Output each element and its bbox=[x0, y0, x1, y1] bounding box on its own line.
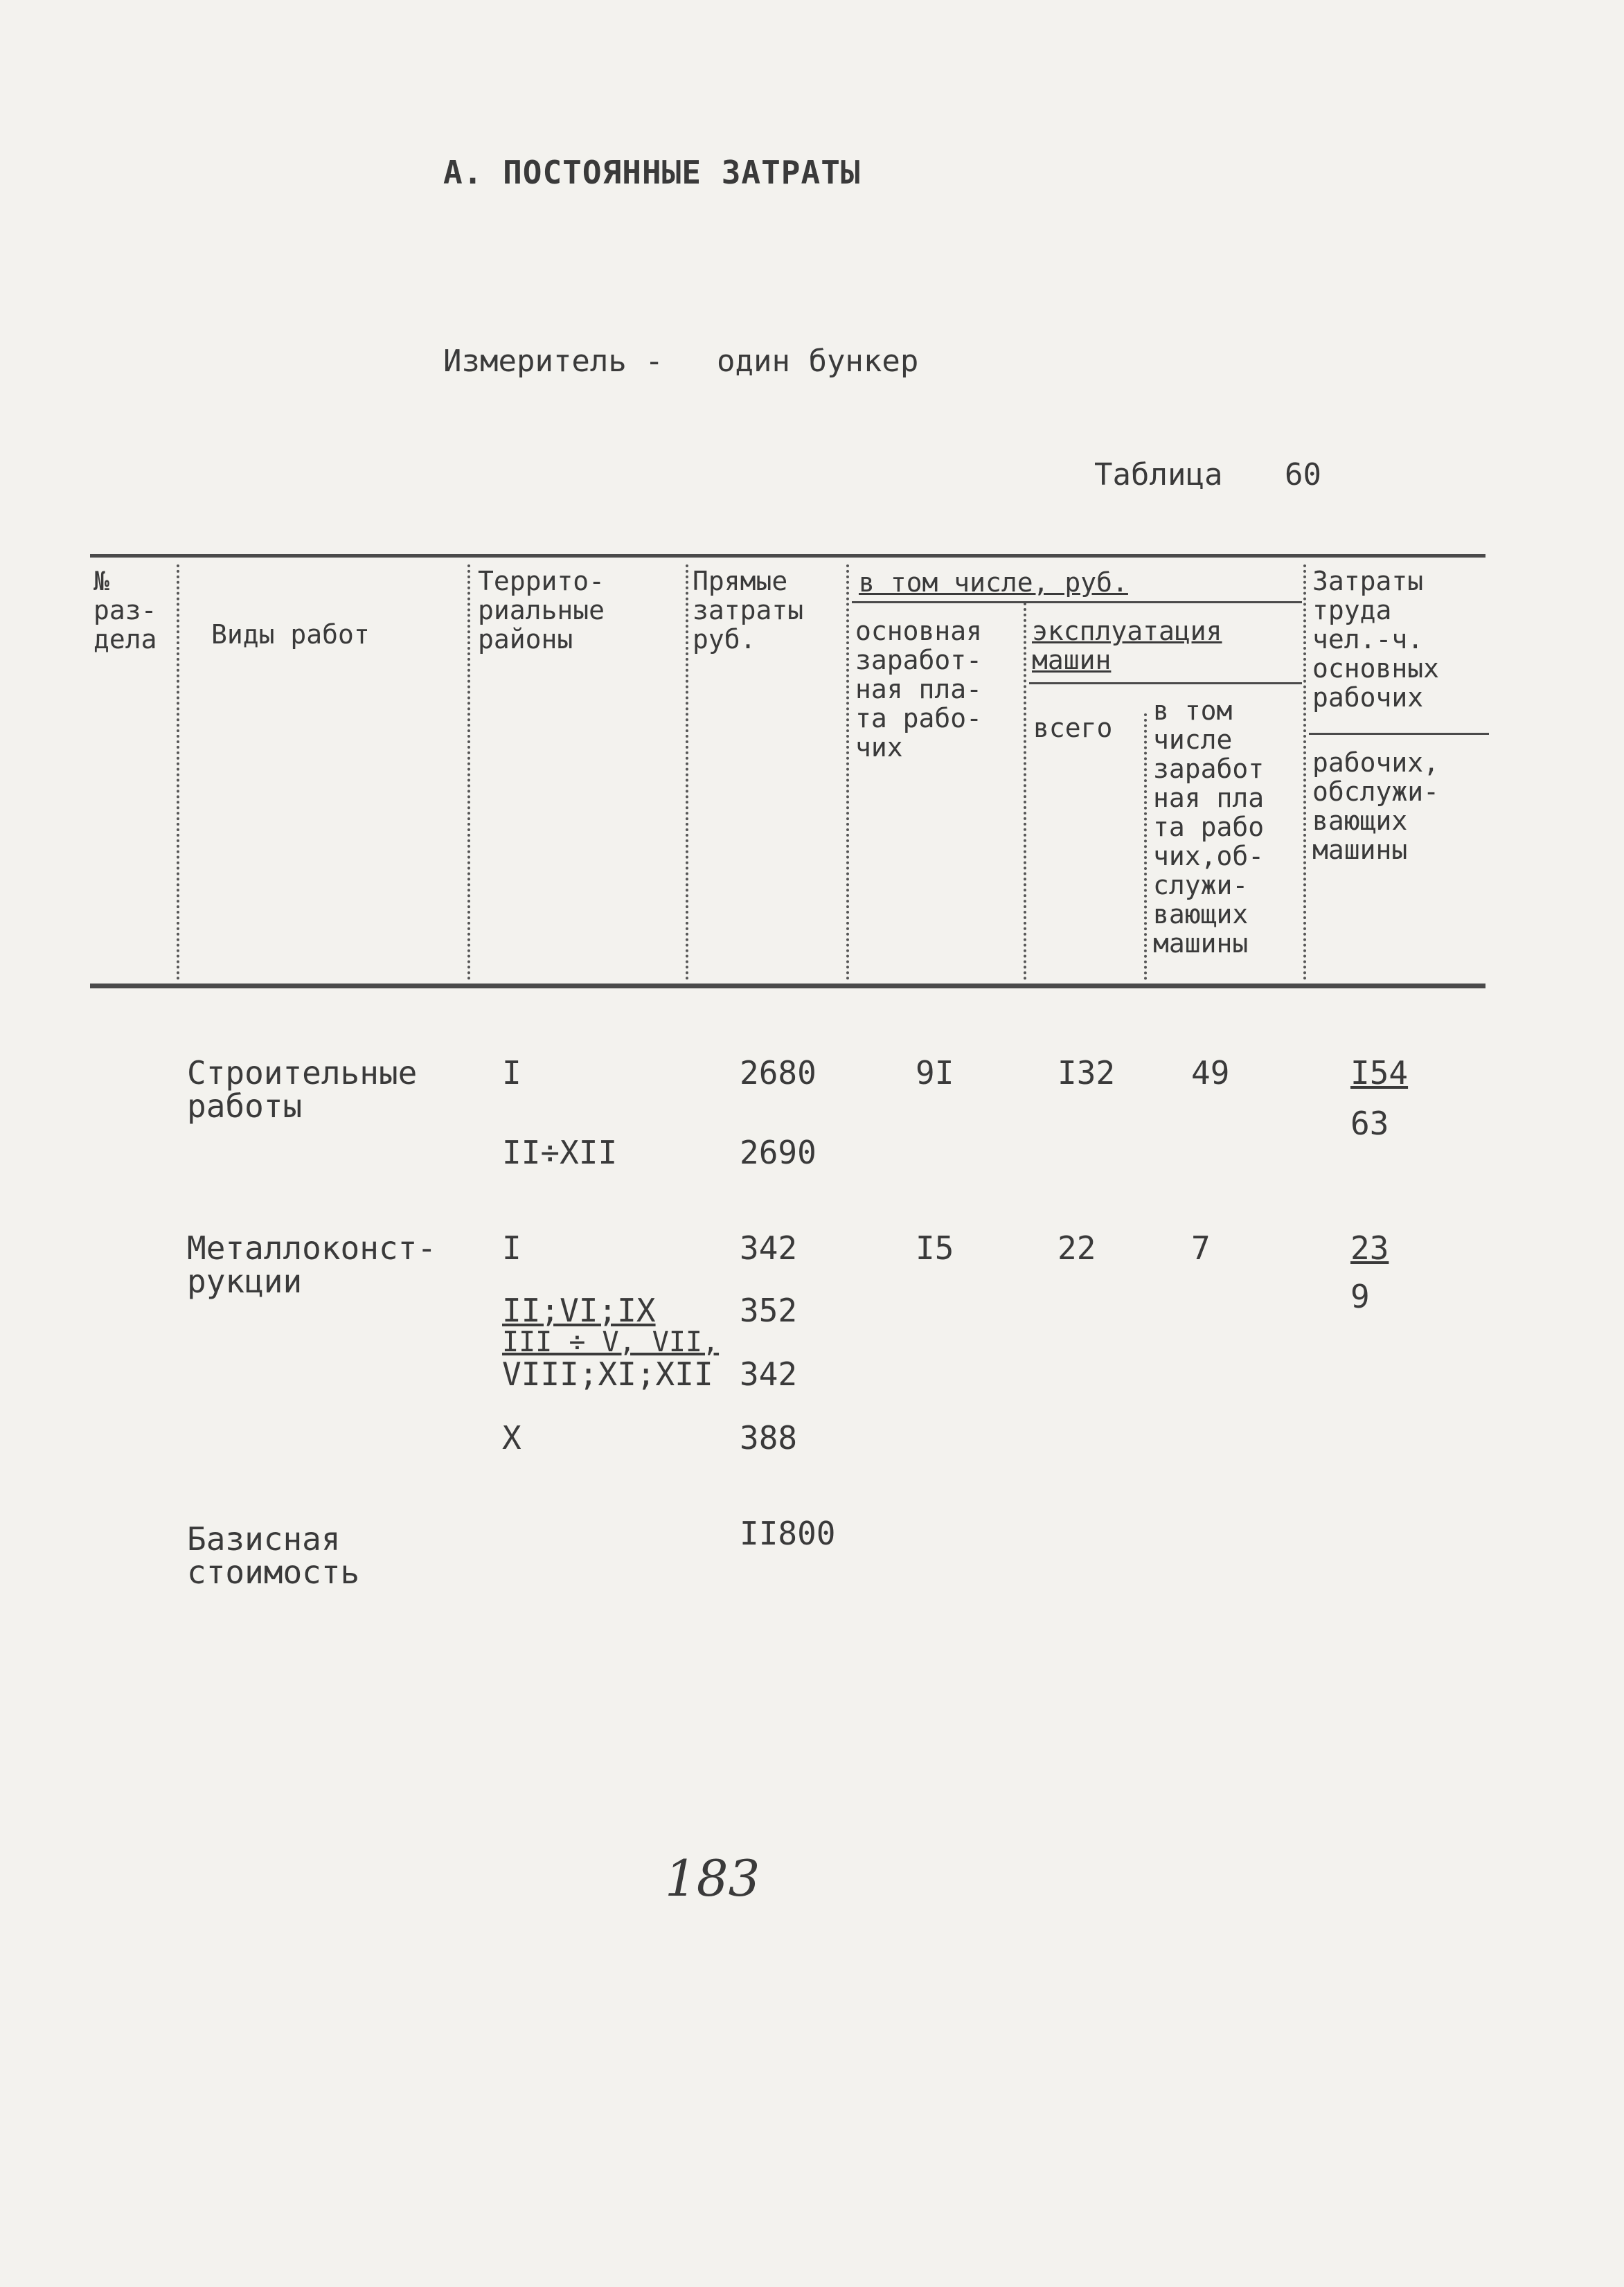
row-metal-machine-wage: 7 bbox=[1191, 1229, 1211, 1267]
header-labor-main-workers: Затраты труда чел.-ч. основных рабочих bbox=[1312, 566, 1440, 713]
header-machine-wage: в том числе заработ ная пла та рабо чих,об- служи- вающих машины bbox=[1153, 695, 1265, 959]
row-metal-region-4: X bbox=[502, 1419, 521, 1457]
page-title: А. ПОСТОЯННЫЕ ЗАТРАТЫ bbox=[443, 154, 861, 191]
row-construction-wage: 9I bbox=[916, 1054, 954, 1092]
table-top-rule bbox=[90, 554, 1485, 558]
row-base-name: Базисная стоимость bbox=[187, 1520, 360, 1591]
row-base-direct: II800 bbox=[740, 1515, 836, 1552]
header-basic-wage: основная заработ- ная пла- та рабо- чих bbox=[855, 616, 983, 763]
column-divider bbox=[686, 564, 688, 980]
labor-split-rule bbox=[1309, 733, 1489, 735]
table-label-number: 60 bbox=[1285, 457, 1321, 492]
row-construction-labor-machine: 63 bbox=[1350, 1105, 1389, 1142]
table-header-bottom-rule bbox=[90, 984, 1485, 988]
page-number: 183 bbox=[665, 1849, 760, 1907]
header-machines-total: всего bbox=[1033, 713, 1113, 743]
row-metal-machines-total: 22 bbox=[1058, 1229, 1096, 1267]
group-incl-rule bbox=[852, 601, 1302, 603]
column-divider bbox=[467, 564, 470, 980]
column-divider bbox=[846, 564, 849, 980]
row-metal-direct-4: 388 bbox=[740, 1419, 798, 1457]
header-work-types: Виды работ bbox=[211, 619, 370, 650]
column-divider bbox=[1303, 564, 1306, 980]
row-construction-region-2: II÷XII bbox=[502, 1134, 618, 1171]
row-construction-machine-wage: 49 bbox=[1191, 1054, 1230, 1092]
table-label-word: Таблица bbox=[1094, 457, 1223, 492]
row-metal-region-3a: III ÷ V, VII, bbox=[502, 1326, 720, 1358]
group-machines-rule bbox=[1029, 682, 1302, 684]
row-metal-labor-main: 23 bbox=[1350, 1229, 1389, 1267]
row-construction-region-1: I bbox=[502, 1054, 521, 1092]
column-divider bbox=[177, 564, 179, 980]
row-metal-direct-2: 352 bbox=[740, 1292, 798, 1329]
row-metal-labor-machine: 9 bbox=[1350, 1278, 1370, 1315]
row-metal-region-1: I bbox=[502, 1229, 521, 1267]
row-metal-region-2: II;VI;IX bbox=[502, 1292, 656, 1329]
row-metal-region-3b: VIII;XI;XII bbox=[502, 1355, 713, 1393]
row-construction-name: Строительные работы bbox=[187, 1054, 418, 1125]
row-metal-direct-3: 342 bbox=[740, 1355, 798, 1393]
measurer-label: Измеритель - bbox=[443, 344, 663, 379]
row-metal-direct-1: 342 bbox=[740, 1229, 798, 1267]
row-construction-direct-2: 2690 bbox=[740, 1134, 817, 1171]
row-construction-machines-total: I32 bbox=[1058, 1054, 1116, 1092]
row-construction-labor-main: I54 bbox=[1350, 1054, 1409, 1092]
header-labor-machine-workers: рабочих, обслужи- вающих машины bbox=[1312, 747, 1440, 865]
header-including-group: в том числе, руб. bbox=[859, 567, 1128, 598]
header-machine-operation: эксплуатация машин bbox=[1032, 616, 1222, 675]
header-territorial-regions: Террито- риальные районы bbox=[478, 566, 605, 655]
row-metal-wage: I5 bbox=[916, 1229, 954, 1267]
column-divider bbox=[1024, 603, 1026, 980]
column-divider bbox=[1144, 713, 1147, 980]
row-metal-name: Металлоконст- рукции bbox=[187, 1229, 437, 1300]
header-section-number: № раз- дела bbox=[93, 566, 157, 655]
header-direct-costs: Прямые затраты руб. bbox=[693, 566, 804, 655]
measurer-value: один бункер bbox=[717, 344, 919, 379]
row-construction-direct-1: 2680 bbox=[740, 1054, 817, 1092]
